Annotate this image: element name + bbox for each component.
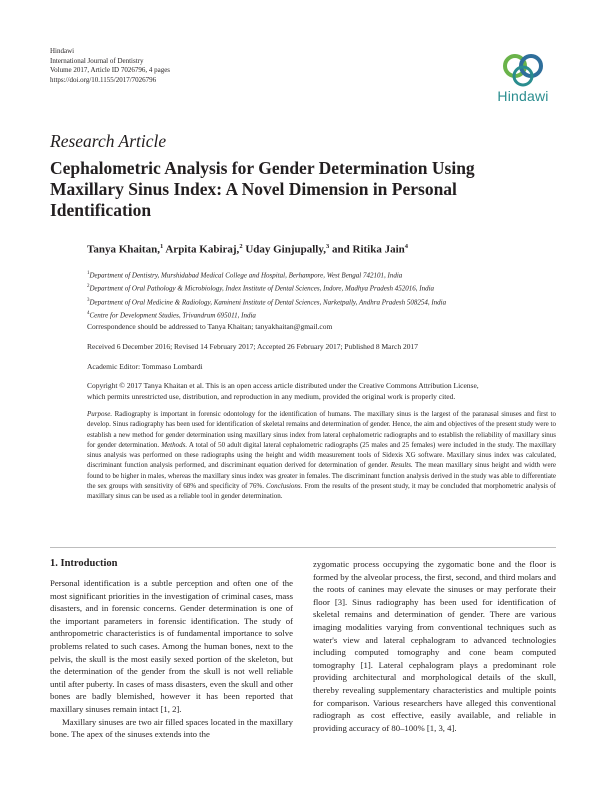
author-name: and Ritika Jain <box>329 243 405 256</box>
body-paragraph: zygomatic process occupying the zygomatic bone and the floor is formed by the alveolar process, the first, second, and third molars and the roots of canines may elevate the sinuses or may perforate their floor [3]. Sinus radiography has been used for identification of skeletal remains and determination of gender. There are various imaging modalities varying from conventional techniques such as water's view and lateral cephalogram to advanced technologies including computed tomography and cone beam computed tomography [1]. Lateral cephalogram plays a predominant role providing architectural and morphological details of the skull, thereby revealing supplementary characteristics and multiple points for comparison. Various researchers have alleged this conventional radiograph as cost effective, easily available, and reliable in providing accuracy of 80–100% [1, 3, 4]. <box>313 559 556 733</box>
article-dates <box>87 342 557 353</box>
editor-text: Academic Editor: Tommaso Lombardi <box>87 362 203 371</box>
affil-text: Department of Oral Medicine & Radiology, Kamineni Institute of Dental Sciences, Narketpally, Andhra Pradesh 508254, India <box>89 297 447 306</box>
author-affil-mark: 4 <box>404 243 409 250</box>
article-type: Research Article <box>50 131 167 151</box>
doi-link[interactable]: https://doi.org/10.1155/2017/7026796 <box>50 75 157 84</box>
affiliations <box>87 268 557 321</box>
affil-number: 3 <box>87 297 90 303</box>
affiliation-line <box>87 281 557 294</box>
journal-name: International Journal of Dentistry <box>50 56 144 65</box>
author-name: Uday Ginjupally, <box>242 243 327 256</box>
abstract-results: The mean maxillary sinus height and width were found to be higher in males, whereas the maxillary sinus index was greater in females. The discriminant function analysis derived in the study was able to differentiate the sex groups with sensitivity of 68% and specificity of 76%. <box>87 461 557 491</box>
author-affil-mark: 1 <box>159 243 164 250</box>
affiliation-line <box>87 268 557 281</box>
body-paragraph: Personal identification is a subtle perception and often one of the most significant priorities in the investigation of criminal cases, mass disasters, and in forensic concerns. Gender determination is one of the important parameters in forensic identification. The study of anthropometric characteristics is of fundamental importance to solve problems related to such cases. Among the human bones, next to the pelvis, the skull is the most easily sexed portion of the skeleton, but the determination of the gender from the skull is not well reliable until after puberty. In cases of mass disasters, even the skull and other bones are badly blemished, however it has been reported that maxillary sinuses remain intact [1, 2]. <box>50 578 293 714</box>
affil-text: Department of Dentistry, Murshidabad Medical College and Hospital, Berhampore, West Bengal 742101, India <box>89 271 403 280</box>
author-affil-mark: 2 <box>239 243 243 250</box>
author-name: Arpita Kabiraj, <box>163 243 240 256</box>
copyright-line: which permits unrestricted use, distribution, and reproduction in any medium, provided the original work is properly cited. <box>87 391 456 401</box>
body-paragraph: Maxillary sinuses are two air filled spaces located in the maxillary bone. The apex of the sinuses extends into the <box>50 716 293 740</box>
author-list <box>87 243 408 256</box>
author-affil-mark: 3 <box>326 243 330 250</box>
affil-number: 4 <box>87 310 90 316</box>
abstract-purpose: Radiography is important in forensic odontology for the identification of humans. The maxillary sinus is the largest of the paranasal sinuses and first to develop. Sinus radiography has been used for identification of skeletal remains and determination of gender. Hence, the aim and objectives of the present study were to establish a new method for gender determination using maxillary sinus index from lateral cephalometric radiographs and to establish the reliability of maxillary sinus for gender determination. <box>87 410 556 449</box>
correspondence-text: Correspondence should be addressed to Tanya Khaitan; tanyakhaitan@gmail.com <box>87 322 333 331</box>
body-column-right <box>313 558 556 734</box>
body-column-left <box>50 577 293 741</box>
affiliation-line <box>87 295 557 308</box>
logo-wordmark: Hindawi <box>497 88 549 104</box>
abstract-results-label: Results. <box>390 461 413 470</box>
section-divider <box>50 547 556 548</box>
publisher-name: Hindawi <box>50 47 75 55</box>
paper-title: Cephalometric Analysis for Gender Determination Using Maxillary Sinus Index: A Novel Dimension in Personal Identification <box>50 158 475 220</box>
abstract-methods-label: Methods. <box>161 440 188 449</box>
affil-text: Department of Oral Pathology & Microbiology, Index Institute of Dental Sciences, Indore, Madhya Pradesh 452016, India <box>89 284 435 293</box>
abstract-methods: A total of 50 adult digital lateral cephalometric radiographs (25 males and 25 females) were included in the study. The maxillary sinus analysis was performed on these radiographs using the height and width measurement tools of Sidexis XG software. Maxillary sinus index was calculated, discriminant function analysis performed, and discriminant equation derived for determination of gender. <box>87 440 556 470</box>
affil-number: 1 <box>87 271 90 276</box>
academic-editor <box>87 362 557 373</box>
correspondence <box>87 322 557 333</box>
abstract-conclusions-label: Conclusions. <box>266 482 303 491</box>
section-heading: 1. Introduction <box>50 558 118 569</box>
author-name: Tanya Khaitan, <box>87 243 160 256</box>
abstract-purpose-label: Purpose. <box>87 410 113 418</box>
copyright-line: Copyright © 2017 Tanya Khaitan et al. This is an open access article distributed under the Creative Commons Attribution License, <box>87 381 479 390</box>
affil-text: Centre for Development Studies, Trivandrum 695011, India <box>89 311 256 320</box>
abstract <box>87 409 556 502</box>
dates-text: Received 6 December 2016; Revised 14 February 2017; Accepted 26 February 2017; Published 8 March 2017 <box>87 342 418 351</box>
affil-number: 2 <box>87 284 90 290</box>
abstract-conclusions: From the results of the present study, it may be concluded that morphometric analysis of maxillary sinus can be used as a reliable tool in gender determination. <box>87 482 556 501</box>
copyright <box>87 381 557 402</box>
journal-info <box>50 47 170 85</box>
affiliation-line <box>87 308 557 321</box>
volume-info: Volume 2017, Article ID 7026796, 4 pages <box>50 66 171 74</box>
